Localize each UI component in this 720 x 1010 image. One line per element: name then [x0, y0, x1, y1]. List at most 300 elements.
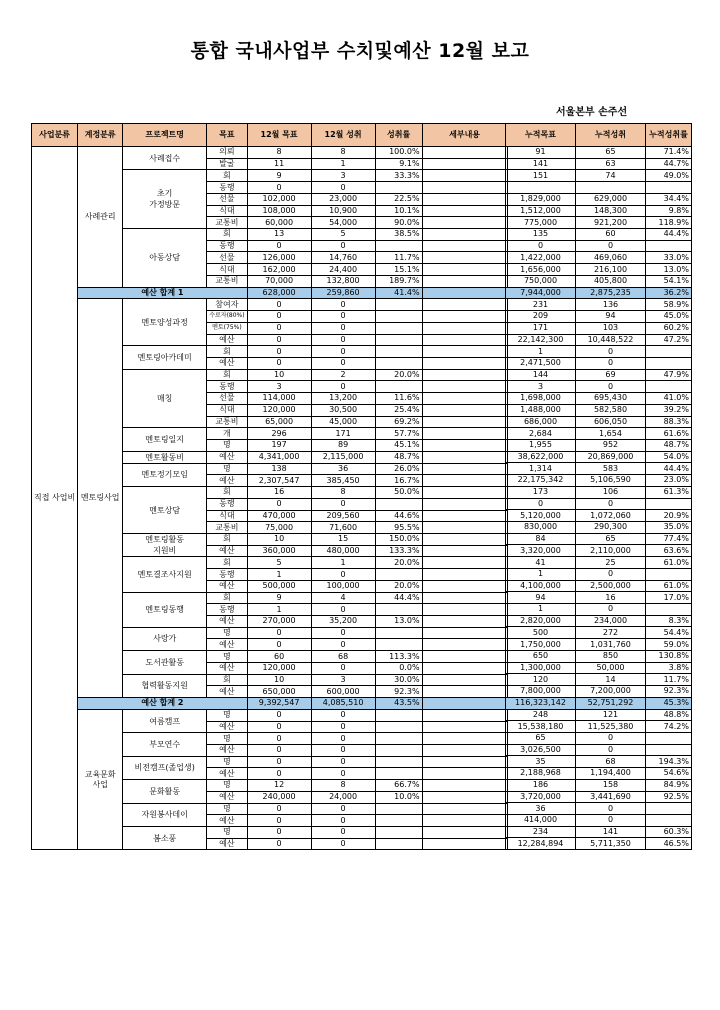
cum-target-cell: 35 [506, 756, 576, 768]
detail-cell [422, 170, 507, 182]
detail-cell [422, 205, 507, 217]
actual-cell: 10,900 [311, 205, 375, 217]
cum-rate-cell: 35.0% [646, 522, 692, 534]
cum-rate-cell: 84.9% [646, 779, 692, 791]
cum-target-cell: 248 [506, 709, 576, 721]
cum-row [506, 158, 692, 170]
detail-cell [422, 240, 507, 252]
target-cell: 0 [247, 756, 311, 768]
item-cell: 예산 [207, 721, 247, 733]
rate-cell: 10.1% [375, 205, 422, 217]
actual-cell: 0 [311, 334, 375, 346]
program-cell: 비전캠프(졸업생) [123, 756, 207, 779]
target-cell: 0 [247, 334, 311, 346]
detail-cell [422, 252, 507, 264]
program-cell: 멘토활동비 [123, 451, 207, 463]
actual-cell: 4 [311, 592, 375, 604]
item-cell: 동행 [207, 569, 247, 581]
header-program: 프로젝트명 [123, 124, 207, 147]
cum-row [506, 463, 692, 475]
rate-cell: 20.0% [375, 557, 422, 569]
cum-row [506, 838, 692, 850]
program-cell: 아동상담 [123, 229, 207, 288]
cum-row [506, 615, 692, 627]
cum-row [506, 779, 692, 791]
target-cell: 1 [247, 604, 311, 616]
cum-rate-cell: 41.0% [646, 393, 692, 405]
cum-rate-cell: 60.2% [646, 322, 692, 334]
cum-actual-cell: 7,200,000 [576, 686, 646, 698]
target-cell: 0 [247, 627, 311, 639]
target-cell: 120,000 [247, 662, 311, 674]
actual-cell: 0 [311, 346, 375, 358]
rate-cell [375, 744, 422, 756]
cum-rate-cell: 54.6% [646, 768, 692, 780]
cum-actual-cell: 272 [576, 627, 646, 639]
cum-rate-cell [646, 803, 692, 815]
cum-rate-cell: 74.2% [646, 721, 692, 733]
cum-rate-cell: 44.4% [646, 229, 692, 241]
detail-cell [422, 780, 507, 792]
cum-header-row [506, 124, 692, 147]
actual-cell: 480,000 [311, 545, 375, 557]
cum-rate-cell: 59.0% [646, 639, 692, 651]
detail-cell [422, 557, 507, 569]
cum-rate-cell: 54.1% [646, 275, 692, 287]
item-cell: 교통비 [207, 275, 247, 287]
cum-row [506, 240, 692, 252]
program-cell: 자원봉사데이 [123, 803, 207, 826]
actual-cell: 0 [311, 182, 375, 194]
rate-cell [375, 639, 422, 651]
target-cell: 0 [247, 240, 311, 252]
cum-rate-cell: 58.9% [646, 299, 692, 311]
cum-row [506, 522, 692, 534]
cum-target-cell: 135 [506, 229, 576, 241]
cum-target-cell: 231 [506, 299, 576, 311]
rate-cell [375, 381, 422, 393]
target-cell: 5 [247, 557, 311, 569]
cum-row [506, 568, 692, 580]
cum-actual-cell: 234,000 [576, 615, 646, 627]
cum-row [506, 721, 692, 733]
target-cell: 10 [247, 369, 311, 381]
cum-row [506, 650, 692, 662]
detail-cell [422, 651, 507, 663]
detail-cell [422, 487, 507, 499]
cum-rate-cell [646, 568, 692, 580]
cum-target-cell: 775,000 [506, 217, 576, 229]
cum-rate-cell [646, 240, 692, 252]
target-cell: 12 [247, 780, 311, 792]
rate-cell: 20.0% [375, 369, 422, 381]
cum-row [506, 580, 692, 592]
cum-target-cell: 234 [506, 826, 576, 838]
cum-row [506, 744, 692, 756]
cum-actual-cell: 2,110,000 [576, 545, 646, 557]
actual-cell: 45,000 [311, 416, 375, 428]
cum-target-cell: 7,800,000 [506, 686, 576, 698]
actual-cell: 132,800 [311, 275, 375, 287]
program-cell: 부모연수 [123, 733, 207, 756]
rate-cell [375, 721, 422, 733]
program-cell: 여름캠프 [123, 709, 207, 732]
target-cell: 114,000 [247, 393, 311, 405]
cum-row [506, 404, 692, 416]
cum-actual-cell: 2,875,235 [576, 287, 646, 299]
rate-cell: 10.0% [375, 791, 422, 803]
target-cell: 470,000 [247, 510, 311, 522]
cum-target-cell: 2,820,000 [506, 615, 576, 627]
rate-cell [375, 299, 422, 311]
item-cell: 회 [207, 592, 247, 604]
rate-cell [375, 826, 422, 838]
item-cell: 선물 [207, 193, 247, 205]
actual-cell: 600,000 [311, 686, 375, 698]
cum-rate-cell: 49.0% [646, 170, 692, 182]
cum-actual-cell: 52,751,292 [576, 697, 646, 709]
cum-row [506, 393, 692, 405]
target-cell: 120,000 [247, 404, 311, 416]
cum-actual-cell: 103 [576, 322, 646, 334]
item-cell: 명 [207, 733, 247, 745]
actual-cell: 0 [311, 733, 375, 745]
actual-cell: 1 [311, 158, 375, 170]
cum-target-cell: 91 [506, 147, 576, 159]
actual-cell: 36 [311, 463, 375, 475]
detail-cell [422, 334, 507, 346]
item-cell: 의뢰 [207, 147, 247, 159]
cum-actual-cell: 0 [576, 346, 646, 358]
cum-row [506, 205, 692, 217]
cum-row [506, 299, 692, 311]
table-row [32, 147, 508, 159]
cum-actual-cell: 14 [576, 674, 646, 686]
cum-rate-cell: 39.2% [646, 404, 692, 416]
detail-cell [422, 522, 507, 534]
rate-cell: 90.0% [375, 217, 422, 229]
rate-cell: 25.4% [375, 404, 422, 416]
detail-cell [422, 838, 507, 850]
detail-cell [422, 616, 507, 628]
actual-cell: 0 [311, 569, 375, 581]
actual-cell: 171 [311, 428, 375, 440]
cum-row [506, 545, 692, 557]
actual-cell: 3 [311, 674, 375, 686]
detail-cell [422, 721, 507, 733]
item-cell: 예산 [207, 768, 247, 780]
cum-row [506, 826, 692, 838]
cum-row [506, 229, 692, 241]
rate-cell [375, 709, 422, 721]
item-cell: 예산 [207, 686, 247, 698]
cum-actual-cell: 63 [576, 158, 646, 170]
actual-cell: 8 [311, 780, 375, 792]
cum-actual-cell: 1,031,760 [576, 639, 646, 651]
item-cell: 식대 [207, 205, 247, 217]
rate-cell [375, 604, 422, 616]
cum-rate-cell [646, 381, 692, 393]
cum-target-cell: 1,488,000 [506, 404, 576, 416]
program-cell: 매칭 [123, 369, 207, 428]
target-cell: 60 [247, 651, 311, 663]
rate-cell [375, 756, 422, 768]
cum-rate-cell: 11.7% [646, 674, 692, 686]
program-cell: 멘토상담 [123, 487, 207, 534]
target-cell: 0 [247, 299, 311, 311]
cum-row [506, 498, 692, 510]
actual-cell: 68 [311, 651, 375, 663]
cum-actual-cell: 0 [576, 357, 646, 369]
cum-rate-cell [646, 732, 692, 744]
actual-cell: 14,760 [311, 252, 375, 264]
detail-cell [422, 404, 507, 416]
detail-cell [422, 768, 507, 780]
detail-cell [422, 580, 507, 592]
target-cell: 9,392,547 [247, 698, 311, 710]
header-cum-rate: 누적성취률 [646, 124, 692, 147]
actual-cell: 259,860 [311, 287, 375, 299]
cum-actual-cell: 10,448,522 [576, 334, 646, 346]
rate-cell: 15.1% [375, 264, 422, 276]
detail-cell [422, 686, 507, 698]
cum-row [506, 486, 692, 498]
program-cell: 멘토링활동 지원비 [123, 534, 207, 557]
program-cell: 봄소풍 [123, 826, 207, 849]
cum-actual-cell: 0 [576, 814, 646, 826]
subcategory-cell: 멘토링사업 [78, 299, 123, 698]
rate-cell: 16.7% [375, 475, 422, 487]
program-cell: 멘토링아카데미 [123, 346, 207, 369]
cum-row [506, 768, 692, 780]
cum-row [506, 557, 692, 569]
rate-cell: 11.7% [375, 252, 422, 264]
cum-rate-cell: 47.9% [646, 369, 692, 381]
target-cell: 102,000 [247, 193, 311, 205]
cum-actual-cell: 25 [576, 557, 646, 569]
cum-row [506, 451, 692, 463]
cum-row [506, 814, 692, 826]
cum-target-cell: 650 [506, 650, 576, 662]
actual-cell: 2 [311, 369, 375, 381]
cum-rate-cell: 54.4% [646, 627, 692, 639]
actual-cell: 0 [311, 322, 375, 334]
rate-cell: 113.3% [375, 651, 422, 663]
cum-actual-cell: 216,100 [576, 264, 646, 276]
cum-rate-cell: 23.0% [646, 475, 692, 487]
item-cell: 회 [207, 674, 247, 686]
cum-budget-row [506, 287, 692, 299]
detail-cell [422, 744, 507, 756]
cum-actual-cell: 5,106,590 [576, 475, 646, 487]
detail-cell [422, 416, 507, 428]
rate-cell [375, 346, 422, 358]
target-cell: 0 [247, 721, 311, 733]
detail-cell [422, 662, 507, 674]
target-cell: 11 [247, 158, 311, 170]
rate-cell: 22.5% [375, 193, 422, 205]
target-cell: 240,000 [247, 791, 311, 803]
item-cell: 식대 [207, 264, 247, 276]
cum-target-cell: 41 [506, 557, 576, 569]
target-cell: 270,000 [247, 616, 311, 628]
cum-target-cell: 414,000 [506, 814, 576, 826]
cum-target-cell: 2,188,968 [506, 768, 576, 780]
rate-cell: 0.0% [375, 662, 422, 674]
cum-actual-cell: 16 [576, 592, 646, 604]
cum-actual-cell: 0 [576, 803, 646, 815]
cum-target-cell: 36 [506, 803, 576, 815]
rate-cell [375, 357, 422, 369]
cum-target-cell: 1 [506, 604, 576, 616]
rate-cell: 33.3% [375, 170, 422, 182]
cum-target-cell: 22,142,300 [506, 334, 576, 346]
target-cell: 75,000 [247, 522, 311, 534]
cum-actual-cell: 5,711,350 [576, 838, 646, 850]
header-rate: 성취률 [375, 124, 422, 147]
cum-actual-cell: 68 [576, 756, 646, 768]
detail-cell [422, 299, 507, 311]
cum-target-cell: 3,720,000 [506, 791, 576, 803]
rate-cell: 150.0% [375, 534, 422, 546]
detail-cell [422, 229, 507, 241]
cum-actual-cell: 0 [576, 240, 646, 252]
cum-row [506, 322, 692, 334]
actual-cell: 0 [311, 357, 375, 369]
cum-actual-cell: 850 [576, 650, 646, 662]
item-cell: 예산 [207, 838, 247, 850]
actual-cell: 0 [311, 381, 375, 393]
cum-actual-cell: 405,800 [576, 275, 646, 287]
program-cell: 멘토링동행 [123, 592, 207, 627]
cum-row [506, 627, 692, 639]
header-cum-target: 누적목표 [506, 124, 576, 147]
target-cell: 9 [247, 170, 311, 182]
target-cell: 0 [247, 357, 311, 369]
cum-actual-cell: 158 [576, 779, 646, 791]
cum-actual-cell: 469,060 [576, 252, 646, 264]
detail-cell [422, 369, 507, 381]
target-cell: 1 [247, 569, 311, 581]
item-cell: 명 [207, 780, 247, 792]
target-cell: 4,341,000 [247, 451, 311, 463]
actual-cell: 24,400 [311, 264, 375, 276]
target-cell: 10 [247, 534, 311, 546]
cum-target-cell: 1,750,000 [506, 639, 576, 651]
item-cell: 교통비 [207, 217, 247, 229]
cum-actual-cell: 141 [576, 826, 646, 838]
target-cell: 138 [247, 463, 311, 475]
item-cell: 동행 [207, 182, 247, 194]
cum-target-cell: 1,656,000 [506, 264, 576, 276]
cum-target-cell: 1,512,000 [506, 205, 576, 217]
cum-target-cell: 22,175,342 [506, 475, 576, 487]
cum-actual-cell: 50,000 [576, 662, 646, 674]
cum-row [506, 275, 692, 287]
rate-cell [375, 334, 422, 346]
cum-row [506, 791, 692, 803]
table-row [32, 709, 508, 721]
target-cell: 0 [247, 311, 311, 323]
header-actual: 12월 성취 [311, 124, 375, 147]
actual-cell: 0 [311, 815, 375, 827]
cum-rate-cell: 20.9% [646, 510, 692, 522]
cum-row [506, 147, 692, 159]
cum-row [506, 311, 692, 323]
actual-cell: 0 [311, 744, 375, 756]
item-cell: 교통비 [207, 416, 247, 428]
actual-cell: 30,500 [311, 404, 375, 416]
cum-row [506, 439, 692, 451]
rate-cell [375, 838, 422, 850]
item-cell: 동행 [207, 498, 247, 510]
detail-cell [422, 357, 507, 369]
cum-row [506, 604, 692, 616]
actual-cell: 0 [311, 311, 375, 323]
program-cell: 초기 가정방문 [123, 170, 207, 229]
actual-cell: 5 [311, 229, 375, 241]
target-cell: 0 [247, 182, 311, 194]
target-cell: 10 [247, 674, 311, 686]
rate-cell: 44.6% [375, 510, 422, 522]
cum-row [506, 193, 692, 205]
target-cell: 0 [247, 346, 311, 358]
cum-row [506, 686, 692, 698]
budget-total-label: 예산 합계 1 [78, 287, 247, 299]
cum-rate-cell: 44.4% [646, 463, 692, 475]
program-cell: 도서관활동 [123, 651, 207, 674]
target-cell: 0 [247, 709, 311, 721]
page-title: 통합 국내사업부 수치및예산 12월 보고 [190, 40, 530, 62]
cum-rate-cell: 60.3% [646, 826, 692, 838]
cum-target-cell: 15,538,180 [506, 721, 576, 733]
item-cell: 선물 [207, 393, 247, 405]
item-cell: 동행 [207, 604, 247, 616]
cum-row [506, 510, 692, 522]
cum-actual-cell: 65 [576, 147, 646, 159]
cum-row [506, 674, 692, 686]
actual-cell: 0 [311, 803, 375, 815]
detail-cell [422, 451, 507, 463]
actual-cell: 54,000 [311, 217, 375, 229]
detail-cell [422, 182, 507, 194]
cum-row [506, 381, 692, 393]
cum-row [506, 592, 692, 604]
cum-rate-cell: 92.3% [646, 686, 692, 698]
item-cell: 예산 [207, 662, 247, 674]
cum-actual-cell: 60 [576, 229, 646, 241]
cum-actual-cell: 3,441,690 [576, 791, 646, 803]
item-cell: 예산 [207, 639, 247, 651]
program-cell: 멘토결조사지원 [123, 557, 207, 592]
target-cell: 162,000 [247, 264, 311, 276]
detail-cell [422, 698, 507, 710]
cum-target-cell: 1,300,000 [506, 662, 576, 674]
cum-rate-cell [646, 604, 692, 616]
target-cell: 0 [247, 322, 311, 334]
cum-actual-cell: 1,072,060 [576, 510, 646, 522]
target-cell: 628,000 [247, 287, 311, 299]
cum-target-cell: 2,471,500 [506, 357, 576, 369]
actual-cell: 2,115,000 [311, 451, 375, 463]
actual-cell: 0 [311, 756, 375, 768]
cum-rate-cell [646, 346, 692, 358]
cum-rate-cell: 194.3% [646, 756, 692, 768]
cum-row [506, 709, 692, 721]
target-cell: 0 [247, 498, 311, 510]
rate-cell [375, 803, 422, 815]
item-cell: 예산 [207, 616, 247, 628]
